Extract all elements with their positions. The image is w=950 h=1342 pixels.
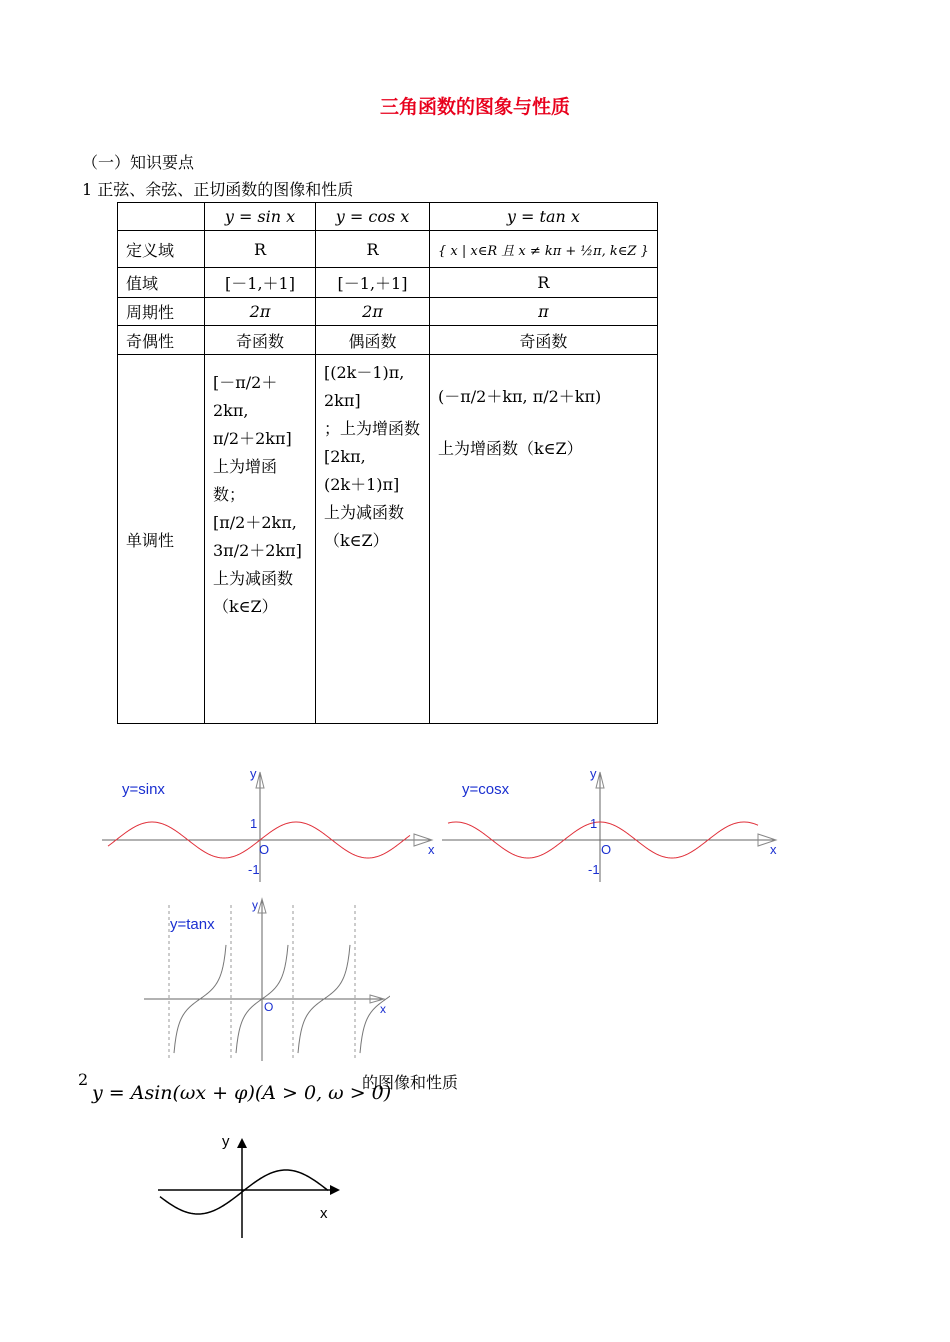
neg-one-label: -1 bbox=[248, 862, 260, 877]
tan-graph-label: y=tanx bbox=[170, 916, 215, 933]
cos-mono-line: [2kπ, bbox=[324, 447, 366, 466]
one-label: 1 bbox=[250, 816, 258, 831]
cell-cos: [－1,＋1] bbox=[316, 268, 430, 298]
header-cos: y = cos x bbox=[316, 203, 430, 231]
item-2-formula: y = Asin(ωx + φ)(A > 0, ω > 0) bbox=[92, 1082, 392, 1104]
page-title: 三角函数的图象与性质 bbox=[379, 96, 570, 118]
cell-sin: 2π bbox=[205, 298, 316, 326]
sin-mono-line: π/2＋2kπ] bbox=[213, 429, 292, 448]
sketch-y-label: y bbox=[222, 1133, 230, 1150]
section-heading: （一）知识要点 bbox=[82, 153, 195, 172]
cell-sin: 奇函数 bbox=[205, 326, 316, 355]
cell-cos: R bbox=[316, 231, 430, 268]
cos-mono-line: ；上为增函数 bbox=[324, 419, 421, 438]
header-tan: y = tan x bbox=[430, 203, 658, 231]
row-label: 定义域 bbox=[118, 231, 205, 268]
sin-mono-line: [π/2＋2kπ, bbox=[213, 513, 297, 532]
sinusoid-sketch bbox=[150, 1130, 350, 1240]
cos-mono-line: (2k＋1)π] bbox=[324, 475, 400, 494]
row-label: 单调性 bbox=[118, 355, 205, 724]
item-heading-1: 1 正弦、余弦、正切函数的图像和性质 bbox=[82, 180, 354, 199]
sin-graph-label: y=sinx bbox=[122, 781, 165, 798]
sketch-curve bbox=[160, 1170, 328, 1214]
cell-cos: 偶函数 bbox=[316, 326, 430, 355]
row-label: 周期性 bbox=[118, 298, 205, 326]
tan-graph bbox=[140, 895, 390, 1065]
x-axis-label: x bbox=[770, 842, 777, 857]
cell-tan: 奇函数 bbox=[430, 326, 658, 355]
row-label: 值域 bbox=[118, 268, 205, 298]
cell-tan-domain: { x | x∈R 且 x ≠ kπ + ½π, k∈Z } bbox=[430, 231, 658, 268]
tan-mono-line: 上为增函数（k∈Z） bbox=[438, 439, 583, 458]
properties-table bbox=[117, 202, 658, 724]
cell-sin: [－1,＋1] bbox=[205, 268, 316, 298]
header-sin: y = sin x bbox=[205, 203, 316, 231]
x-axis-label: x bbox=[380, 1002, 386, 1016]
cell-sin: R bbox=[205, 231, 316, 268]
origin-label: O bbox=[601, 842, 612, 857]
y-axis-label: y bbox=[590, 766, 597, 781]
cos-mono-line: 2kπ] bbox=[324, 391, 361, 410]
cos-graph-label: y=cosx bbox=[462, 781, 510, 798]
cos-mono-line: 上为减函数 bbox=[324, 503, 405, 522]
tan-mono-line: (－π/2＋kπ, π/2＋kπ) bbox=[438, 387, 602, 406]
cos-mono-line: （k∈Z） bbox=[324, 531, 389, 550]
sketch-y-arrow bbox=[237, 1138, 247, 1148]
sin-mono-line: 上为减函数（k∈Z） bbox=[213, 569, 294, 616]
neg-one-label: -1 bbox=[588, 862, 600, 877]
sin-mono-line: [－π/2＋2kπ, bbox=[213, 373, 278, 420]
cell-tan-monotonic bbox=[430, 355, 658, 724]
cell-cos-monotonic bbox=[316, 355, 430, 724]
cell-tan: π bbox=[430, 298, 658, 326]
sin-mono-line: 上为增函数； bbox=[213, 457, 278, 504]
table-corner bbox=[118, 203, 205, 231]
sin-mono-line: 3π/2＋2kπ] bbox=[213, 541, 302, 560]
y-axis-label: y bbox=[252, 898, 258, 912]
row-label: 奇偶性 bbox=[118, 326, 205, 355]
cell-sin-monotonic bbox=[205, 355, 316, 724]
item-2-number: 2 bbox=[78, 1070, 89, 1089]
sin-graph bbox=[98, 762, 438, 886]
sketch-x-arrow bbox=[330, 1185, 340, 1195]
item-2-suffix: 的图像和性质 bbox=[362, 1073, 459, 1092]
cell-tan: R bbox=[430, 268, 658, 298]
origin-label: O bbox=[259, 842, 270, 857]
sketch-x-label: x bbox=[320, 1205, 328, 1222]
origin-label: O bbox=[264, 1000, 274, 1014]
cell-cos: 2π bbox=[316, 298, 430, 326]
one-label: 1 bbox=[590, 816, 598, 831]
cos-mono-line: [(2k－1)π, bbox=[324, 363, 405, 382]
x-axis-label: x bbox=[428, 842, 435, 857]
cos-graph bbox=[438, 762, 783, 886]
y-axis-label: y bbox=[250, 766, 257, 781]
